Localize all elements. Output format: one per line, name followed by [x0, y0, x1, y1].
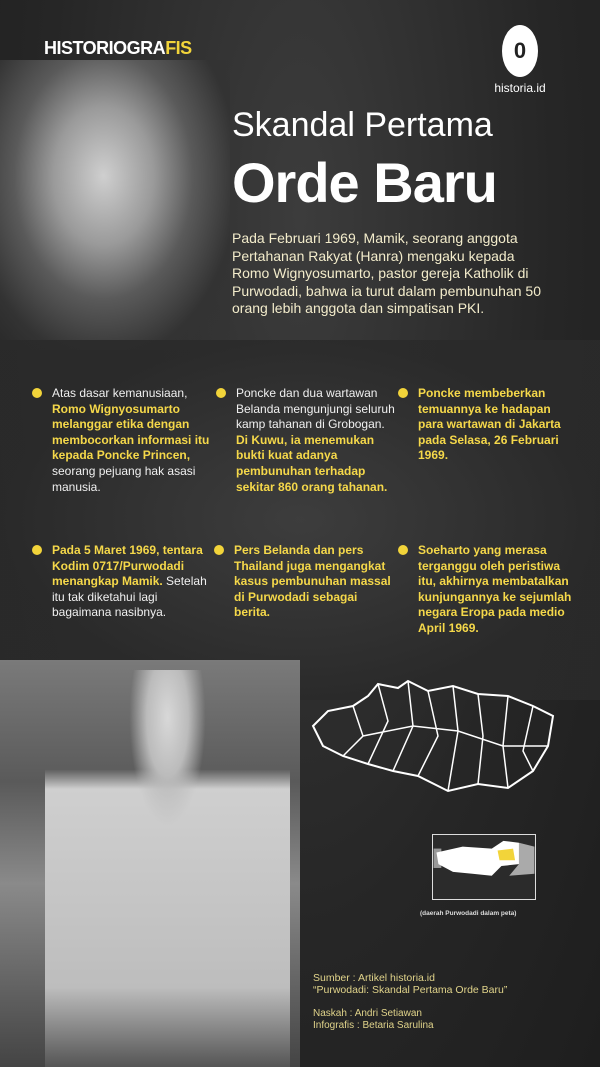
intro-paragraph: Pada Februari 1969, Mamik, seorang anggota Pertahanan Rakyat (Hanra) mengaku kepada Romo Wignyosumarto, pastor gereja Katholik di Purwodadi, bahwa ia turut dalam pembunuhan 50 orang lebih anggota dan simpatisan PKI.: [232, 230, 541, 316]
bullet-4: Pada 5 Maret 1969, tentara Kodim 0717/Purwodadi menangkap Mamik. Setelah itu tak diketahui lagi bagaimana nasibnya.: [52, 543, 212, 621]
bullet-1: Atas dasar kemanusiaan, Romo Wignyosumarto melanggar etika dengan membocorkan informasi itu kepada Poncke Princen, seorang pejuang hak asasi manusia.: [52, 386, 212, 495]
bullet-3: Poncke membeberkan temuannya ke hadapan para wartawan di Jakarta pada Selasa, 26 Februari 1969.: [418, 386, 578, 464]
bullet-dot-icon: [398, 388, 408, 398]
bullet-dot-icon: [398, 545, 408, 555]
java-locator-map: [432, 834, 536, 900]
bullet-5: Pers Belanda dan pers Thailand juga mengangkat kasus pembunuhan massal di Purwodadi sebagai berita.: [234, 543, 394, 621]
bullet-2: Poncke dan dua wartawan Belanda mengunjungi seluruh kamp tahanan di Grobogan. Di Kuwu, ia menemukan bukti kuat adanya pembunuhan terhadap sekitar 860 orang tahanan.: [236, 386, 396, 495]
hourglass-icon: 0: [502, 25, 538, 77]
bullet-dot-icon: [32, 545, 42, 555]
bullet-dot-icon: [216, 388, 226, 398]
bullet-dot-icon: [32, 388, 42, 398]
bullet-dot-icon: [214, 545, 224, 555]
portrait-photo-top: [0, 60, 230, 350]
title-line1: Skandal Pertama: [232, 106, 493, 144]
map-caption: (daerah Purwodadi dalam peta): [420, 910, 517, 917]
historia-logo: 0 historia.id: [490, 25, 550, 95]
bullet-6: Soeharto yang merasa terganggu oleh peristiwa itu, akhirnya membatalkan kunjungannya ke sejumlah negara Eropa pada medio April 1969.: [418, 543, 578, 637]
title-line2: Orde Baru: [232, 151, 497, 214]
source-credit: Sumber : Artikel historia.id “Purwodadi: Skandal Pertama Orde Baru”: [313, 972, 508, 996]
purwodadi-district-map: [308, 676, 558, 796]
author-credit: Naskah : Andri Setiawan Infografis : Betaria Sarulina: [313, 1008, 434, 1031]
historiografis-logo: HISTORIOGRAFIS: [44, 38, 192, 58]
portrait-photo-bottom: [45, 670, 290, 1067]
